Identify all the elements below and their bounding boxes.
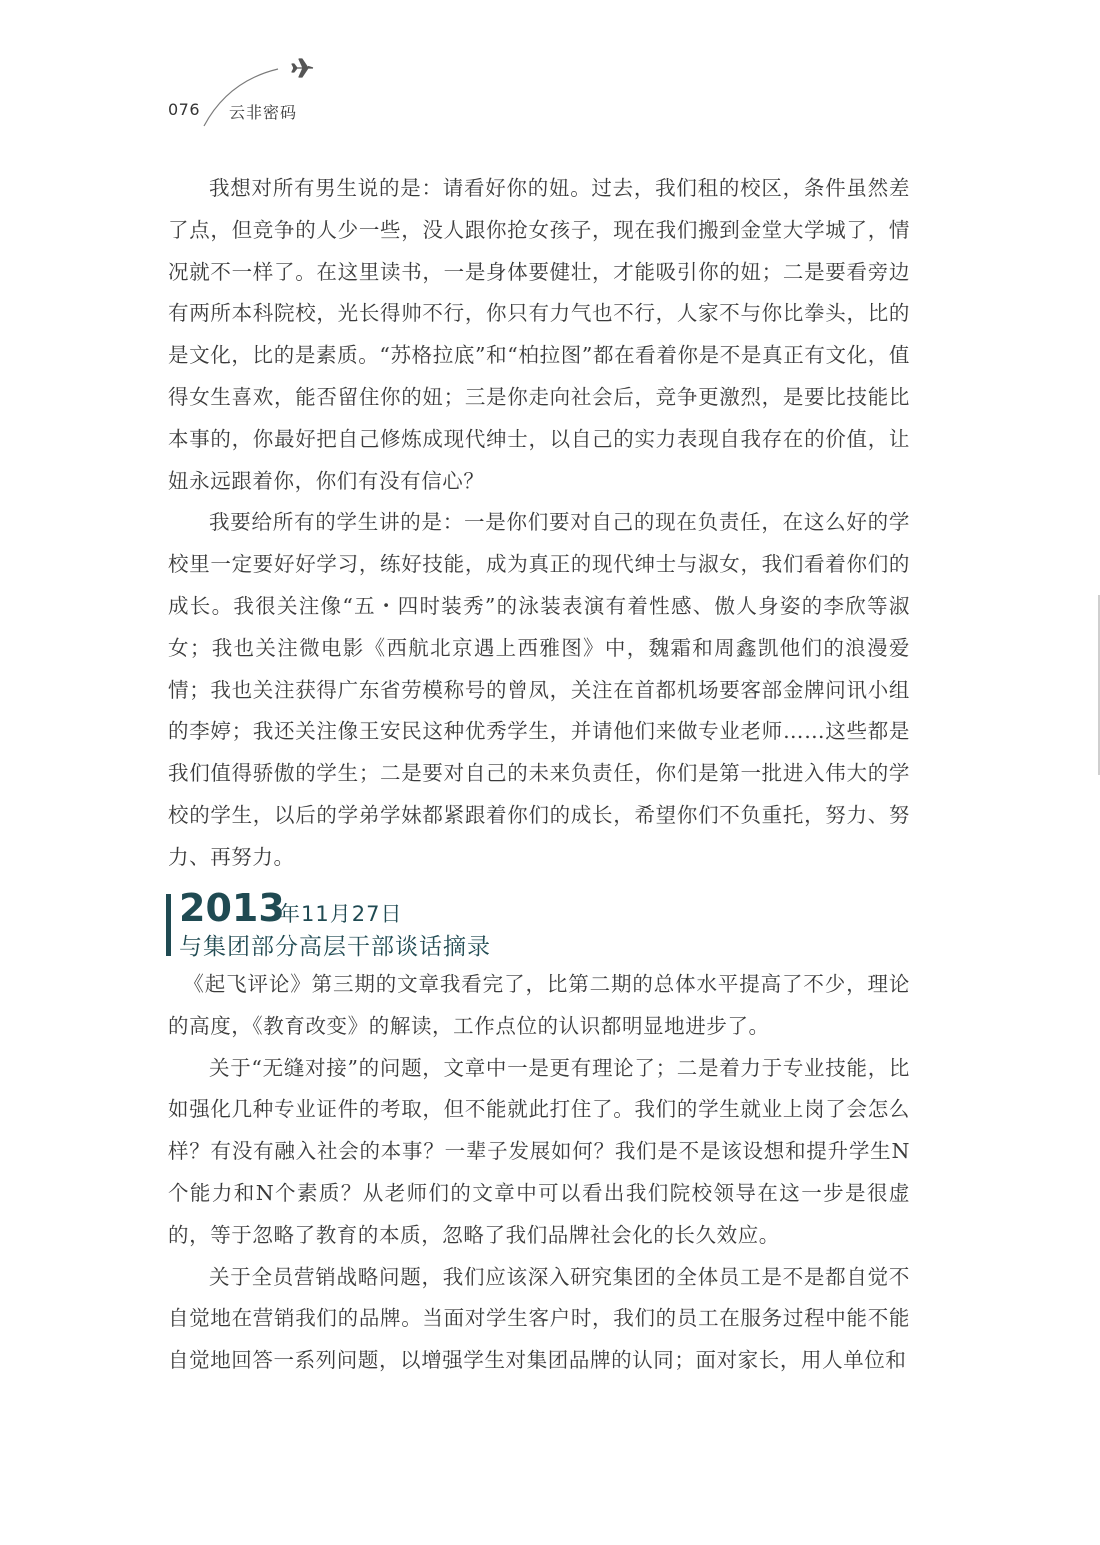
heading-date: 年11月27日 xyxy=(279,902,403,926)
section-heading xyxy=(166,888,766,958)
heading-year: 2013 xyxy=(179,886,285,930)
section-body-2 xyxy=(168,964,910,1382)
heading-subtitle: 与集团部分高层干部谈话摘录 xyxy=(179,934,491,960)
page-number: 076 xyxy=(168,100,201,119)
paragraph: 《起飞评论》第三期的文章我看完了，比第二期的总体水平提高了不少，理论的高度，《教育改变》的解读，工作点位的认识都明显地进步了。 xyxy=(168,972,910,1038)
paragraph: 关于“无缝对接”的问题，文章中一是更有理论了；二是着力于专业技能，比如强化几种专业证件的考取，但不能就此打住了。我们的学生就业上岗了会怎么样？有没有融入社会的本事？一辈子发展如何？我们是不是该设想和提升学生N个能力和N个素质？从老师们的文章中可以看出我们院校领导在这一步是很虚的，等于忽略了教育的本质，忽略了我们品牌社会化的长久效应。 xyxy=(168,1055,910,1247)
paragraph: 关于全员营销战略问题，我们应该深入研究集团的全体员工是不是都自觉不自觉地在营销我们的品牌。当面对学生客户时，我们的员工在服务过程中能不能自觉地回答一系列问题，以增强学生对集团品牌的认同；面对家长，用人单位和 xyxy=(168,1264,910,1373)
section-body-1 xyxy=(168,168,910,879)
paragraph: 我要给所有的学生讲的是：一是你们要对自己的现在负责任，在这么好的学校里一定要好好学习，练好技能，成为真正的现代绅士与淑女，我们看着你们的成长。我很关注像“五・四时装秀”的泳装表演有着性感、傲人身姿的李欣等淑女；我也关注微电影《西航北京遇上西雅图》中，魏霜和周鑫凯他们的浪漫爱情；我也关注获得广东省劳模称号的曾凤，关注在首都机场要客部金牌问讯小组的李婷；我还关注像王安民这种优秀学生，并请他们来做专业老师……这些都是我们值得骄傲的学生；二是要对自己的未来负责任，你们是第一批进入伟大的学校的学生，以后的学弟学妹都紧跟着你们的成长，希望你们不负重托，努力、努力、再努力。 xyxy=(168,510,910,869)
running-header xyxy=(168,56,508,128)
heading-accent-bar xyxy=(166,894,171,956)
header-flight-arc xyxy=(168,56,508,128)
book-title: 云非密码 xyxy=(229,103,298,122)
paragraph: 我想对所有男生说的是：请看好你的妞。过去，我们租的校区，条件虽然差了点，但竞争的人少一些，没人跟你抢女孩子，现在我们搬到金堂大学城了，情况就不一样了。在这里读书，一是身体要健壮，才能吸引你的妞；二是要看旁边有两所本科院校，光长得帅不行，你只有力气也不行，人家不与你比拳头，比的是文化，比的是素质。“苏格拉底”和“柏拉图”都在看着你是不是真正有文化，值得女生喜欢，能否留住你的妞；三是你走向社会后，竞争更激烈，是要比技能比本事的，你最好把自己修炼成现代绅士，以自己的实力表现自我存在的价值，让妞永远跟着你，你们有没有信心？ xyxy=(168,176,910,493)
airplane-icon xyxy=(292,59,313,77)
